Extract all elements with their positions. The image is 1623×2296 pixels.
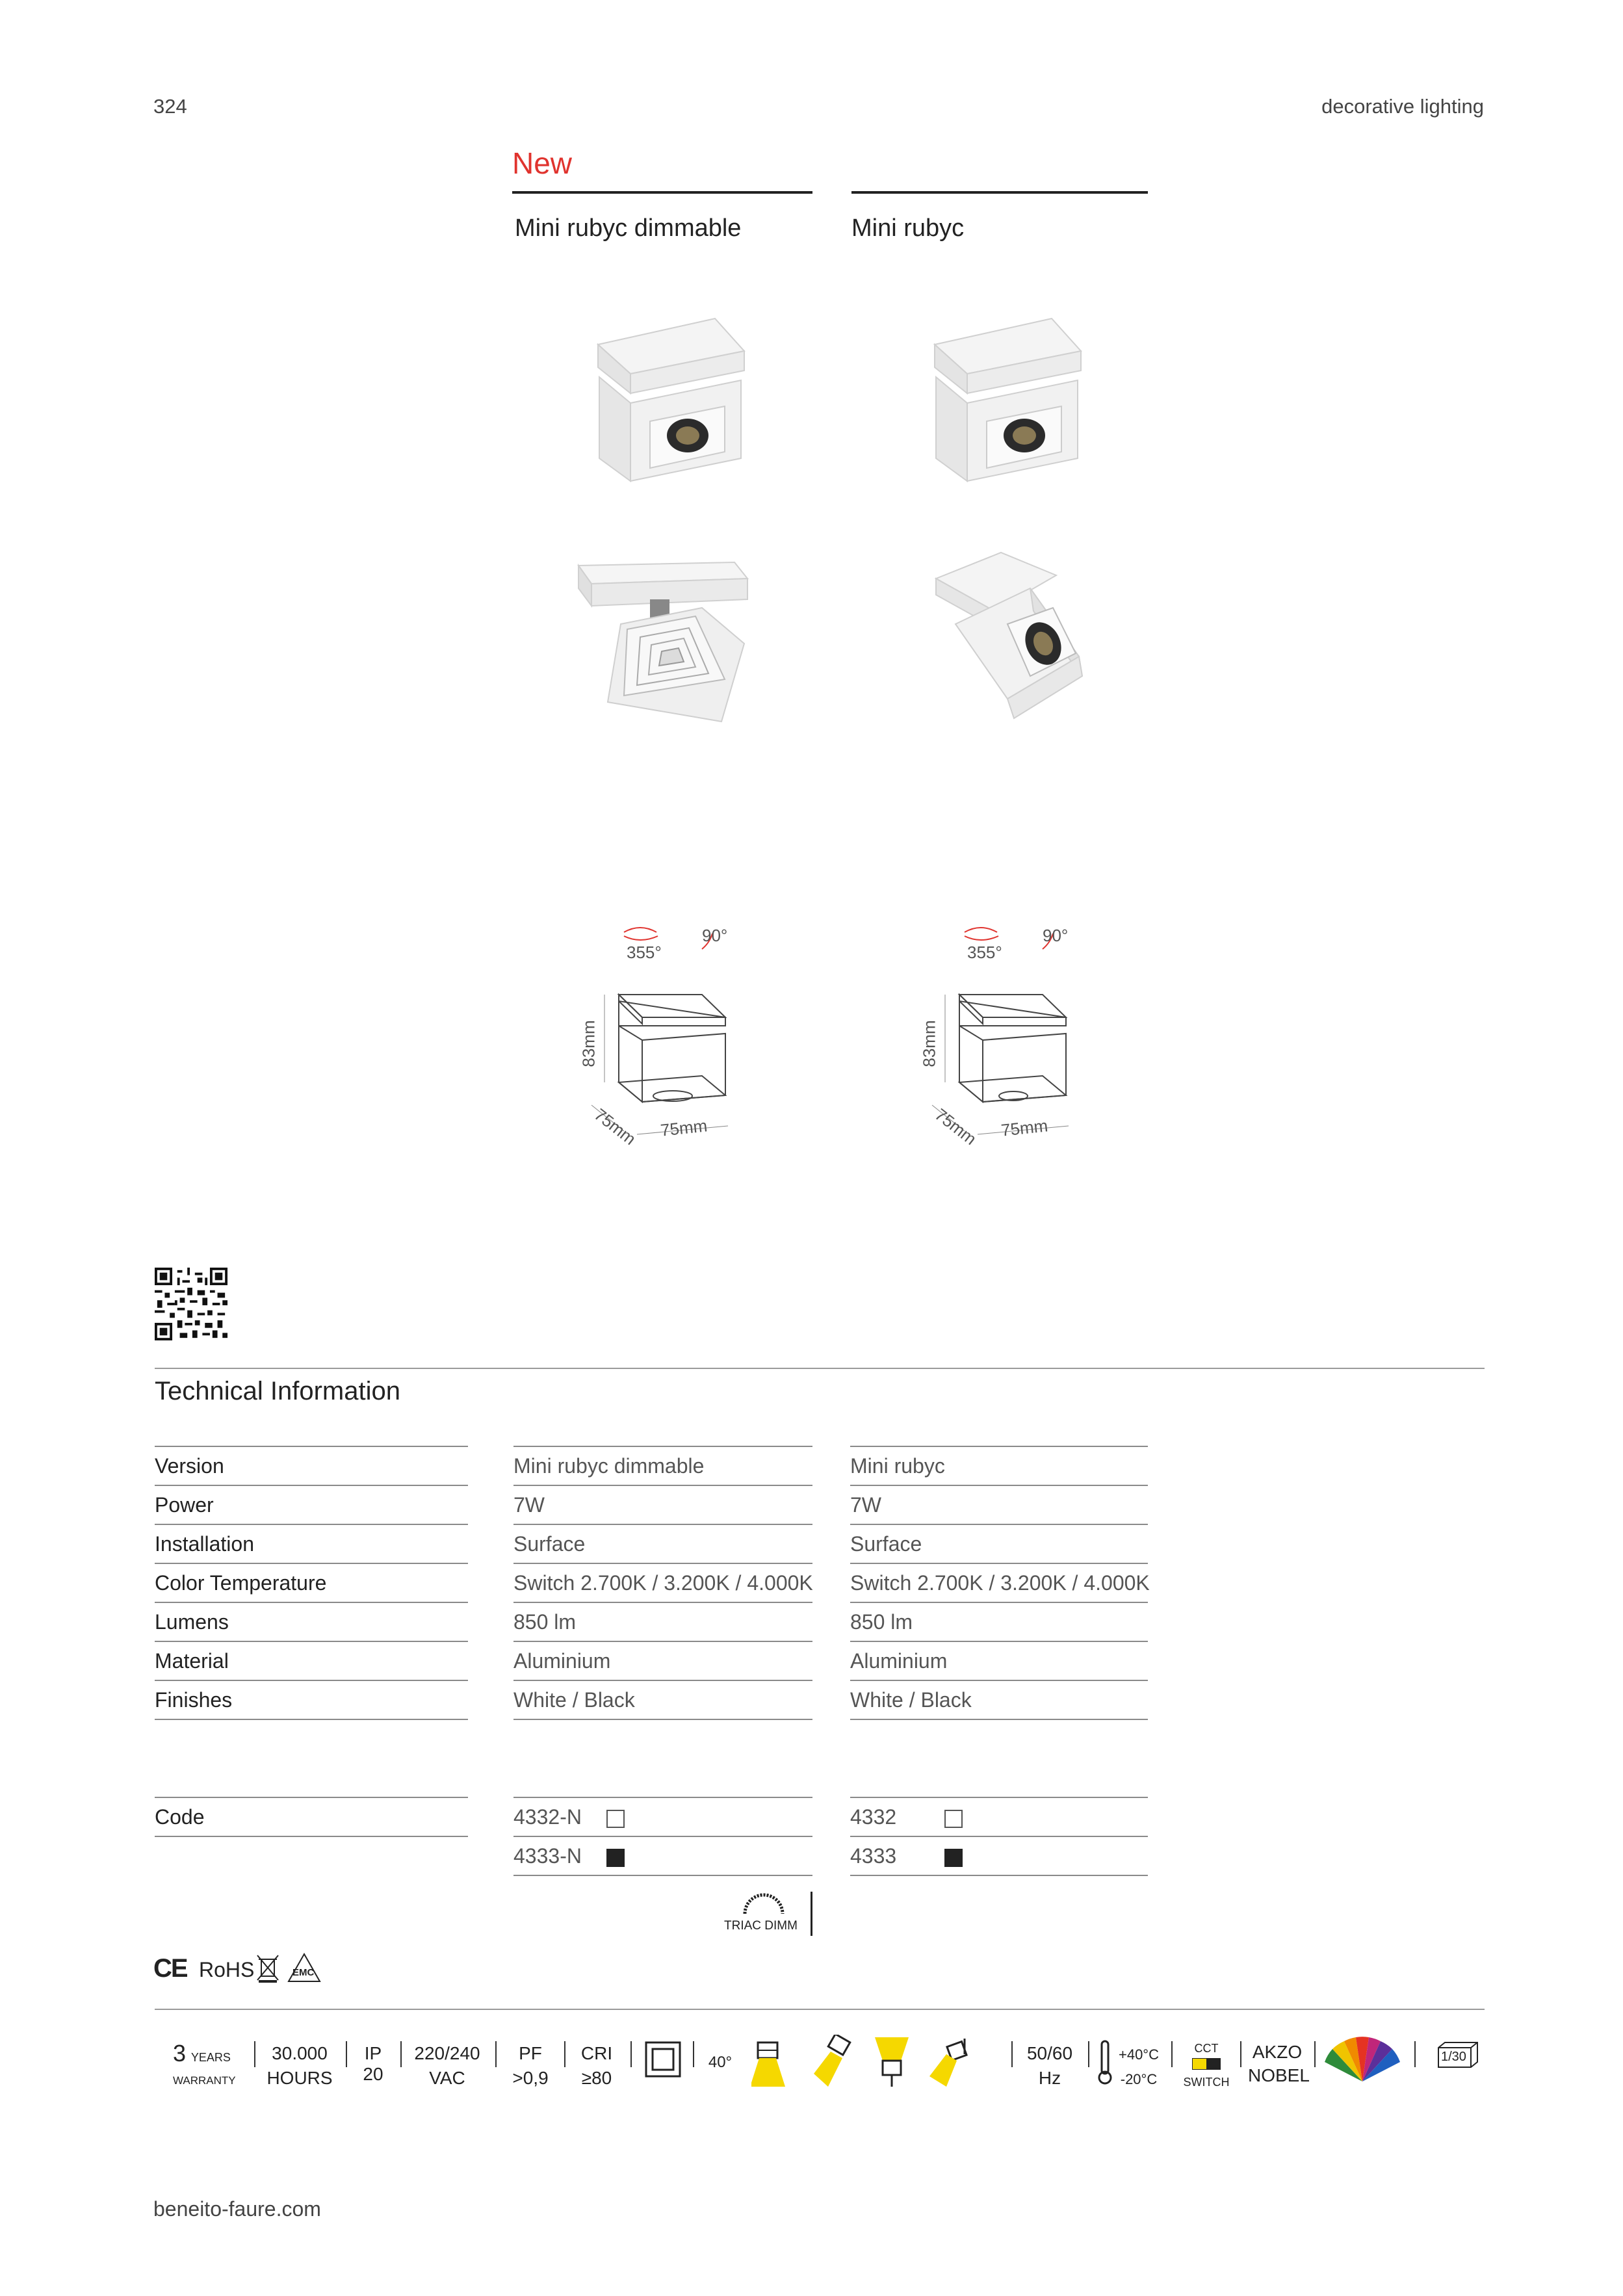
triac-dimm-badge [721,1892,812,1944]
black-finish-swatch [606,1849,625,1867]
triac-dimm-label: TRIAC DIMM [724,1919,798,1933]
temp-low: -20°C [1120,2071,1158,2087]
icon-bar-divider [155,2009,1485,2010]
voltage-unit: VAC [429,2068,465,2088]
nobel-label: NOBEL [1248,2065,1310,2085]
square-frame-icon [645,2041,681,2078]
triac-divider [811,1892,812,1936]
table-cell-standard: 7W [850,1485,1148,1524]
cri-value: ≥80 [581,2068,612,2088]
temp-high: +40°C [1118,2046,1159,2063]
table-cell-standard: Aluminium [850,1641,1148,1680]
scale-badge [1437,2041,1479,2068]
emc-mark [287,1953,321,1983]
pf-label: PF [519,2043,542,2063]
code-value: 4332-N [513,1805,582,1829]
table-cell-dimmable: 850 lm [513,1602,812,1641]
code-value: 4333 [850,1844,897,1868]
section-divider [155,1368,1485,1369]
table-row-label: Color Temperature [155,1563,468,1602]
rohs-mark: RoHS [199,1958,255,1981]
dimension-drawing-dimmable [572,923,754,1157]
table-cell-dimmable: 7W [513,1485,812,1524]
separator [1011,2041,1013,2067]
ce-mark: CE [153,1954,187,1983]
table-row-label: Power [155,1485,468,1524]
hours-label: HOURS [266,2068,333,2088]
separator [1171,2041,1173,2067]
warranty-word: WARRANTY [173,2074,236,2087]
weee-bin-icon [255,1953,281,1984]
table-cell-dimmable: Switch 2.700K / 3.200K / 4.000K [513,1563,812,1602]
code-row [850,1797,1148,1836]
white-finish-swatch [944,1810,963,1828]
frequency-value: 50/60 [1026,2043,1073,2063]
table-row-label: Lumens [155,1602,468,1641]
new-badge: New [512,146,573,180]
page-number: 324 [153,95,187,118]
dimension-drawing-standard [913,923,1095,1157]
table-cell-dimmable: Aluminium [513,1641,812,1680]
depth-label-2: 75mm [931,1104,981,1149]
table-cell-dimmable: Mini rubyc dimmable [513,1446,812,1485]
height-label-2: 83mm [919,1020,939,1067]
code-value: 4333-N [513,1844,582,1868]
table-row-label: Installation [155,1524,468,1563]
section-title: decorative lighting [1321,95,1484,118]
warranty-years: YEARS [190,2051,231,2064]
pf-value: >0,9 [512,2068,549,2088]
certifications [153,1951,348,1985]
column-rule-1 [512,191,812,194]
table-cell-standard: 850 lm [850,1602,1148,1641]
akzo-label: AKZO [1252,2042,1303,2062]
tech-info-title: Technical Information [155,1377,400,1405]
cct-label: CCT [1194,2042,1219,2055]
voltage-value: 220/240 [414,2043,480,2063]
table-cell-standard: White / Black [850,1680,1148,1720]
product-photo-standard-tilted [923,546,1092,741]
color-fan-icon [1323,2036,1401,2085]
ip-value: 20 [363,2064,383,2084]
website-link[interactable]: beneito-faure.com [153,2197,321,2221]
beam-angle: 40° [708,2054,733,2071]
table-row-label: Version [155,1446,468,1485]
table-row-label: Finishes [155,1680,468,1720]
separator [1240,2041,1241,2067]
black-finish-swatch [944,1849,963,1867]
separator [1314,2041,1316,2067]
separator [346,2041,347,2067]
code-row [513,1836,812,1876]
rotation-vertical-label-2: 90° [1043,926,1069,945]
code-value: 4332 [850,1805,897,1829]
dimmer-arc-icon [741,1893,786,1916]
table-cell-standard: Mini rubyc [850,1446,1148,1485]
depth-label: 75mm [590,1104,640,1149]
product-title-dimmable: Mini rubyc dimmable [515,215,742,242]
ip-label: IP [364,2043,382,2063]
qr-code[interactable] [155,1268,227,1340]
width-label-2: 75mm [1000,1115,1049,1140]
feature-icon-bar [153,2022,1484,2093]
separator [1414,2041,1416,2067]
white-finish-swatch [606,1810,625,1828]
warranty-badge [173,2042,251,2068]
separator [1088,2041,1089,2067]
separator [564,2041,565,2067]
cri-label: CRI [580,2043,613,2063]
separator [693,2041,694,2067]
code-label: Code [155,1797,468,1837]
separator [254,2041,255,2067]
separator [495,2041,497,2067]
warranty-number: 3 [173,2040,187,2067]
frequency-unit: Hz [1038,2068,1061,2088]
table-cell-standard: Switch 2.700K / 3.200K / 4.000K [850,1563,1148,1602]
width-label: 75mm [659,1115,708,1140]
hours-number: 30.000 [272,2043,328,2063]
orientation-icons [751,2035,998,2093]
product-title-standard: Mini rubyc [851,215,965,242]
table-cell-dimmable: Surface [513,1524,812,1563]
switch-label: SWITCH [1183,2076,1230,2089]
separator [630,2041,632,2067]
table-cell-dimmable: White / Black [513,1680,812,1720]
height-label: 83mm [578,1020,599,1067]
separator [400,2041,402,2067]
table-cell-standard: Surface [850,1524,1148,1563]
rotation-horizontal-label: 355° [627,943,662,962]
emc-label: EMC [292,1967,315,1978]
product-photo-dimmable-front [585,306,754,494]
thermometer-icon [1097,2040,1113,2085]
cct-switch-icon [1192,2058,1221,2070]
table-row-label: Material [155,1641,468,1680]
code-row [513,1797,812,1836]
code-row [850,1836,1148,1876]
rotation-horizontal-label-2: 355° [967,943,1002,962]
rotation-vertical-label: 90° [702,926,728,945]
product-photo-dimmable-tilted [572,559,760,741]
column-rule-2 [851,191,1148,194]
scale-label: 1/30 [1441,2050,1466,2064]
product-photo-standard-front [922,306,1091,494]
